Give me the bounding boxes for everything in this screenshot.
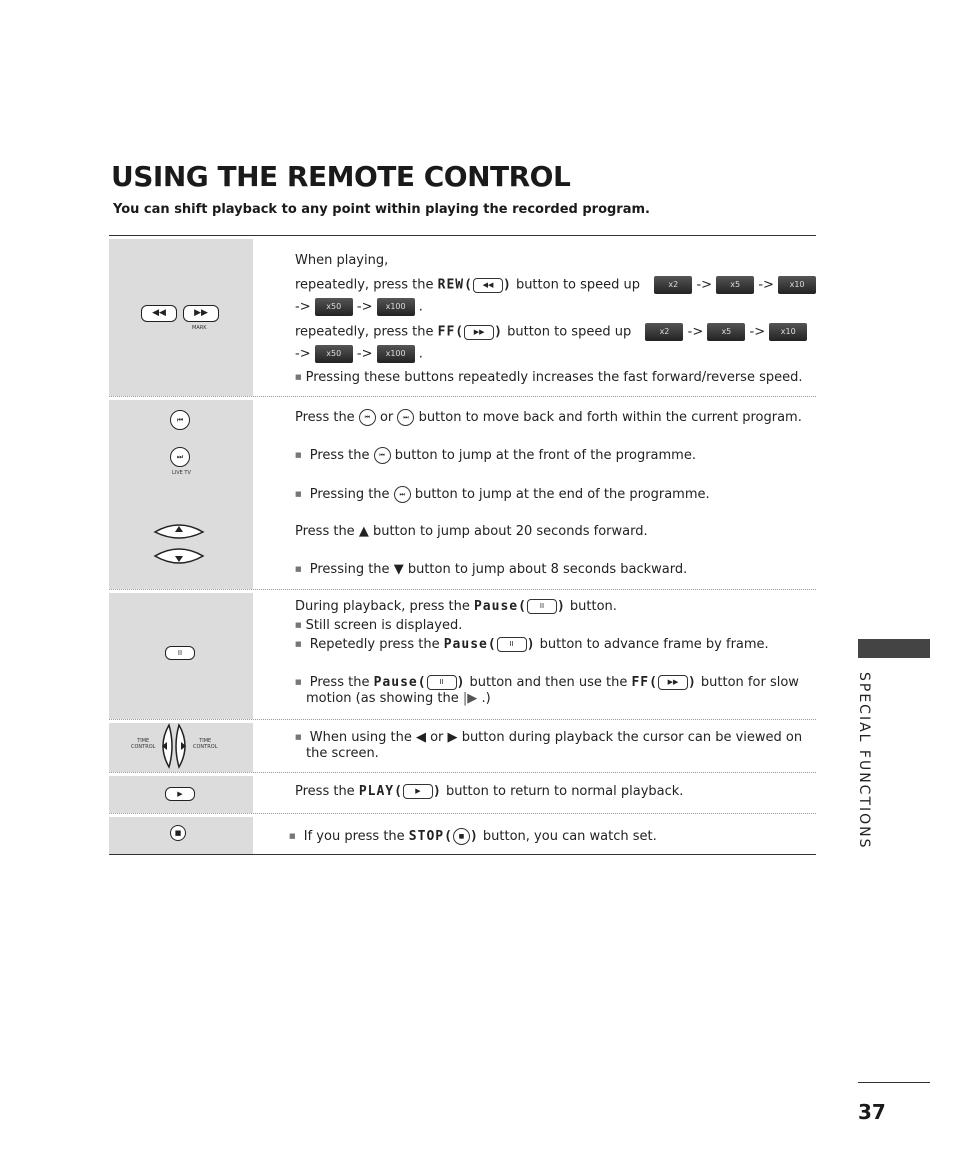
up-arrow-icon: ▲ bbox=[358, 524, 369, 539]
play-button-icon: ▶ bbox=[403, 784, 433, 799]
ff-line-2: -> x50 -> x100 . bbox=[295, 346, 423, 362]
speed-badge: x100 bbox=[377, 298, 415, 316]
ff-button-icon: ▶▶ bbox=[658, 675, 688, 690]
text-cell-play bbox=[253, 773, 816, 813]
play-icon: ▶ bbox=[165, 787, 195, 801]
text-cell-pause bbox=[253, 590, 816, 719]
row-stop bbox=[109, 813, 816, 854]
stop-line: ■ If you press the STOP( ■ ) button, you can watch set. bbox=[289, 828, 657, 845]
page-subtitle: You can shift playback to any point within playing the recorded program. bbox=[113, 202, 650, 217]
text-cell-speed bbox=[253, 236, 816, 396]
skip-back-icon: ⏮ bbox=[170, 410, 190, 430]
speed-badge: x50 bbox=[315, 298, 353, 316]
time-control-right-label: TIME CONTROL bbox=[193, 738, 218, 750]
section-side-label: SPECIAL FUNCTIONS bbox=[856, 672, 872, 850]
pause-line-1: During playback, press the Pause( II ) button. bbox=[295, 599, 617, 614]
rew-button-icon: ◀◀ bbox=[473, 278, 503, 293]
pause-button-icon: II bbox=[527, 599, 557, 614]
time-control-left-label: TIME CONTROL bbox=[131, 738, 156, 750]
page-number: 37 bbox=[858, 1100, 886, 1124]
skip-line-1: Press the ⏮ or ⏭ button to move back and forth within the current program. bbox=[295, 410, 802, 425]
speed-badge: x2 bbox=[654, 276, 692, 294]
skip-back-button-icon: ⏮ bbox=[374, 447, 391, 464]
page-number-rule bbox=[858, 1082, 930, 1083]
skip-line-2: ■ Press the ⏮ button to jump at the front of the programme. bbox=[295, 447, 696, 464]
skip-forward-button-icon: ⏭ bbox=[394, 486, 411, 503]
time-line-1: ■ When using the ◀ or ▶ button during playback the cursor can be viewed on bbox=[295, 730, 802, 745]
left-right-arrows-icon bbox=[155, 723, 193, 769]
left-arrow-icon: ◀ bbox=[415, 730, 426, 745]
ff-button-icon: ▶▶ bbox=[464, 325, 494, 340]
skip-forward-button-icon: ⏭ bbox=[397, 409, 414, 426]
rew-line-2: -> x50 -> x100 . bbox=[295, 299, 423, 315]
row-speed bbox=[109, 236, 816, 396]
speed-badge: x2 bbox=[645, 323, 683, 341]
row-time-control bbox=[109, 719, 816, 772]
skip-back-button-icon: ⏮ bbox=[359, 409, 376, 426]
right-arrow-icon: ▶ bbox=[447, 730, 458, 745]
page-title: USING THE REMOTE CONTROL bbox=[111, 160, 571, 193]
skip-line-4: Press the ▲ button to jump about 20 seconds forward. bbox=[295, 524, 648, 539]
time-line-2: the screen. bbox=[306, 746, 379, 761]
speed-badge: x5 bbox=[716, 276, 754, 294]
slow-motion-icon: |▶ bbox=[462, 691, 478, 706]
pause-button-icon: II bbox=[427, 675, 457, 690]
instructions-table bbox=[109, 235, 816, 855]
speed-badge: x100 bbox=[377, 345, 415, 363]
rew-line: repeatedly, press the REW( ◀◀ ) button to speed up x2 -> x5 -> x10 bbox=[295, 276, 816, 294]
row-play bbox=[109, 772, 816, 813]
text-cell-skip bbox=[253, 397, 816, 589]
icon-cell-pause bbox=[109, 593, 253, 719]
pause-button-icon: II bbox=[497, 637, 527, 652]
speed-badge: x10 bbox=[769, 323, 807, 341]
stop-icon: ■ bbox=[170, 825, 186, 841]
up-down-arrows-icon bbox=[151, 520, 207, 568]
skip-line-5: ■ Pressing the ▼ button to jump about 8 seconds backward. bbox=[295, 562, 687, 577]
icon-cell-speed bbox=[109, 239, 253, 396]
pause-icon: II bbox=[165, 646, 195, 660]
pause-line-3: ■ Repetedly press the Pause( II ) button to advance frame by frame. bbox=[295, 637, 769, 652]
row-skip bbox=[109, 396, 816, 589]
pause-line-5: motion (as showing the |▶ .) bbox=[306, 691, 491, 706]
play-line: Press the PLAY( ▶ ) button to return to normal playback. bbox=[295, 784, 684, 799]
livetv-label: LIVE TV bbox=[172, 470, 191, 476]
ff-line: repeatedly, press the FF( ▶▶ ) button to speed up x2 -> x5 -> x10 bbox=[295, 323, 807, 341]
rew-icon: ◀◀ bbox=[141, 305, 177, 322]
icon-cell-play bbox=[109, 776, 253, 813]
icon-cell-stop bbox=[109, 817, 253, 854]
speed-note: ■ Pressing these buttons repeatedly increases the fast forward/reverse speed. bbox=[295, 370, 803, 385]
pause-line-2: ■ Still screen is displayed. bbox=[295, 618, 462, 633]
when-playing-text: When playing, bbox=[295, 253, 389, 268]
icon-cell-skip bbox=[109, 400, 253, 589]
speed-badge: x5 bbox=[707, 323, 745, 341]
skip-line-3: ■ Pressing the ⏭ button to jump at the end of the programme. bbox=[295, 486, 710, 503]
speed-badge: x50 bbox=[315, 345, 353, 363]
stop-button-icon: ■ bbox=[453, 828, 470, 845]
icon-cell-time bbox=[109, 723, 253, 772]
text-cell-time bbox=[253, 720, 816, 772]
speed-badge: x10 bbox=[778, 276, 816, 294]
pause-line-4: ■ Press the Pause( II ) button and then use the FF( ▶▶ ) button for slow bbox=[295, 675, 799, 690]
text-cell-stop bbox=[253, 814, 816, 854]
down-arrow-icon: ▼ bbox=[393, 562, 404, 577]
section-tab-marker bbox=[858, 639, 930, 658]
row-pause bbox=[109, 589, 816, 719]
mark-label: MARK bbox=[192, 325, 207, 331]
skip-forward-icon: ⏭ bbox=[170, 447, 190, 467]
ff-icon: ▶▶ bbox=[183, 305, 219, 322]
